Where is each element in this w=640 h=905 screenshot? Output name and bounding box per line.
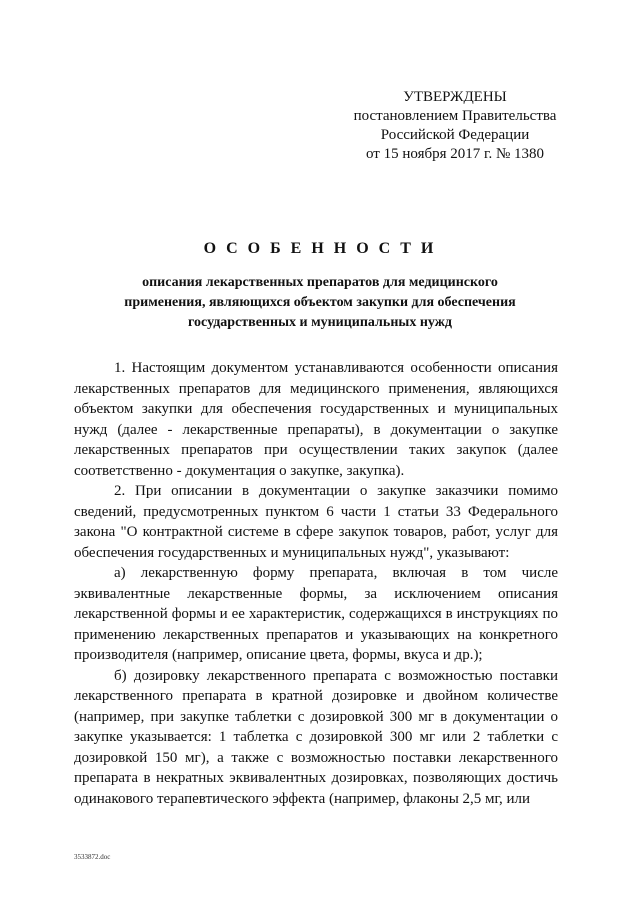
approval-line-federation: Российской Федерации [380, 127, 530, 143]
document-subtitle-line: применения, являющихся объектом закупки для обеспечения [124, 295, 516, 310]
document-subtitle-line: описания лекарственных препаратов для медицинского [142, 275, 498, 290]
approval-line-date: от 15 ноября 2017 г. № 1380 [365, 146, 545, 162]
paragraph-2a: а) лекарственную форму препарата, включая в том числе эквивалентные лекарственные формы, за исключением описания лекарственной формы и ее характеристик, содержащихся в инструкциях по применению лекарственных препаратов и указывающих на конкретного производителя (например, описание цвета, формы, вкуса и др.); [74, 565, 558, 663]
document-subtitle-line: государственных и муниципальных нужд [188, 315, 452, 330]
paragraph-2b: б) дозировку лекарственного препарата с возможностью поставки лекарственного препарата в кратной дозировке и двойном количестве (например, при закупке таблетки с дозировкой 300 мг в документации о закупке указывается: 1 таблетка с дозировкой 300 мг или 2 таблетки с дозировкой 150 мг), а также с возможностью поставки лекарственного препарата в некратных эквивалентных дозировках, позволяющих достичь одинакового терапевтического эффекта (например, флаконы 2,5 мг, или [74, 667, 558, 807]
approval-line-decree: постановлением Правительства [353, 108, 557, 124]
paragraph-1: 1. Настоящим документом устанавливаются особенности описания лекарственных препаратов для медицинского применения, являющихся объектом закупки для обеспечения государственных и муниципальных нужд (далее - лекарственные препараты), в документации о закупке лекарственных препаратов при осуществлении таких закупок (далее соответственно - документация о закупке, закупка). [74, 360, 558, 479]
document-heading: О С О Б Е Н Н О С Т И [203, 240, 437, 257]
paragraph-2: 2. При описании в документации о закупке заказчики помимо сведений, предусмотренных пунктом 6 части 1 статьи 33 Федерального закона "О контрактной системе в сфере закупок товаров, работ, услуг для обеспечения государственных и муниципальных нужд", указывают: [74, 483, 558, 561]
approval-title: УТВЕРЖДЕНЫ [403, 89, 507, 105]
document-body [74, 358, 558, 809]
approval-block [340, 88, 570, 164]
document-header [80, 240, 560, 333]
document-file-code: 3533872.doc [74, 853, 111, 861]
